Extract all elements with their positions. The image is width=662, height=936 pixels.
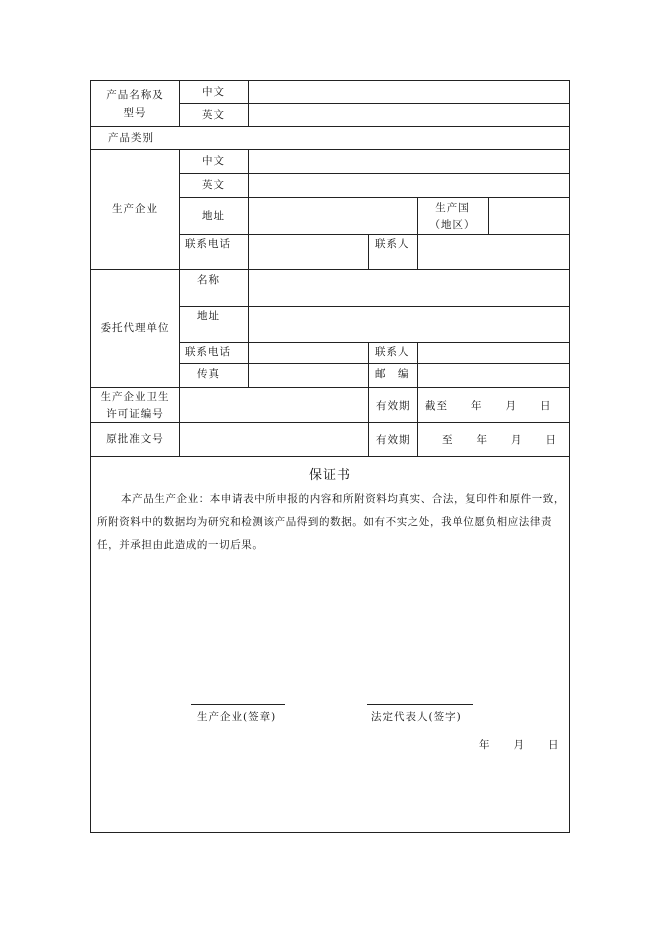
chinese-label: 中文 <box>202 155 225 167</box>
country-field[interactable] <box>489 198 569 234</box>
manufacturer-phone-field[interactable] <box>249 235 368 269</box>
agent-label: 委托代理单位 <box>100 322 170 334</box>
chinese-label: 中文 <box>202 86 225 98</box>
category-label: 产品类别 <box>108 132 154 144</box>
certificate-date: 年 月 日 <box>479 739 560 751</box>
product-name-english-field[interactable] <box>249 104 569 126</box>
category-field[interactable] <box>179 127 569 149</box>
validity-value: 至 年 月 日 <box>442 434 557 446</box>
application-form <box>90 80 570 833</box>
country-label: 生产国 <box>435 202 470 214</box>
agent-fax-field[interactable] <box>249 364 368 387</box>
license-label: 许可证编号 <box>106 408 164 420</box>
country-label: （地区） <box>429 219 476 231</box>
agent-phone-field[interactable] <box>249 343 368 363</box>
divider <box>91 456 569 457</box>
license-label: 生产企业卫生 <box>100 391 170 403</box>
certificate-title: 保证书 <box>308 468 351 483</box>
signature-line <box>191 704 285 705</box>
manufacturer-english-field[interactable] <box>249 174 569 197</box>
address-label: 地址 <box>202 210 225 222</box>
contact-label: 联系人 <box>375 346 410 358</box>
phone-label: 联系电话 <box>185 346 231 358</box>
product-name-chinese-field[interactable] <box>249 82 569 103</box>
divider <box>368 387 369 456</box>
divider <box>368 234 369 269</box>
agent-contact-field[interactable] <box>418 343 569 363</box>
validity-label: 有效期 <box>376 434 411 446</box>
fax-label: 传真 <box>197 368 220 380</box>
phone-label: 联系电话 <box>185 238 231 250</box>
validity-value: 截至 年 月 日 <box>425 400 552 412</box>
manufacturer-label: 生产企业 <box>112 203 158 215</box>
certificate-body: 本产品生产企业：本申请表中所申报的内容和所附资料均真实、合法，复印件和原件一致，所附资料中的数据均为研究和检测该产品得到的数据。如有不实之处，我单位愿负相应法律责任，并承担由此造成的一切后果。 <box>97 493 565 551</box>
divider <box>368 342 369 387</box>
agent-address-field[interactable] <box>249 307 569 342</box>
name-label: 名称 <box>197 274 220 286</box>
manufacturer-chinese-field[interactable] <box>249 150 569 173</box>
company-seal-label: 生产企业(签章) <box>197 711 277 723</box>
english-label: 英文 <box>202 109 225 121</box>
validity-label: 有效期 <box>376 400 411 412</box>
license-number-field[interactable] <box>180 388 368 422</box>
approval-number-field[interactable] <box>180 423 368 456</box>
manufacturer-contact-field[interactable] <box>418 235 569 269</box>
divider <box>417 387 418 456</box>
product-name-label: 产品名称及 <box>106 89 164 101</box>
manufacturer-address-field[interactable] <box>249 198 417 234</box>
postcode-label: 邮 编 <box>375 368 410 380</box>
agent-postcode-field[interactable] <box>418 364 569 387</box>
agent-name-field[interactable] <box>249 270 569 306</box>
representative-signature-label: 法定代表人(签字) <box>371 711 462 723</box>
contact-label: 联系人 <box>375 238 410 250</box>
signature-line <box>367 704 473 705</box>
address-label: 地址 <box>197 310 220 322</box>
approval-label: 原批准文号 <box>106 433 164 445</box>
english-label: 英文 <box>202 179 225 191</box>
product-name-label: 型号 <box>123 107 147 119</box>
